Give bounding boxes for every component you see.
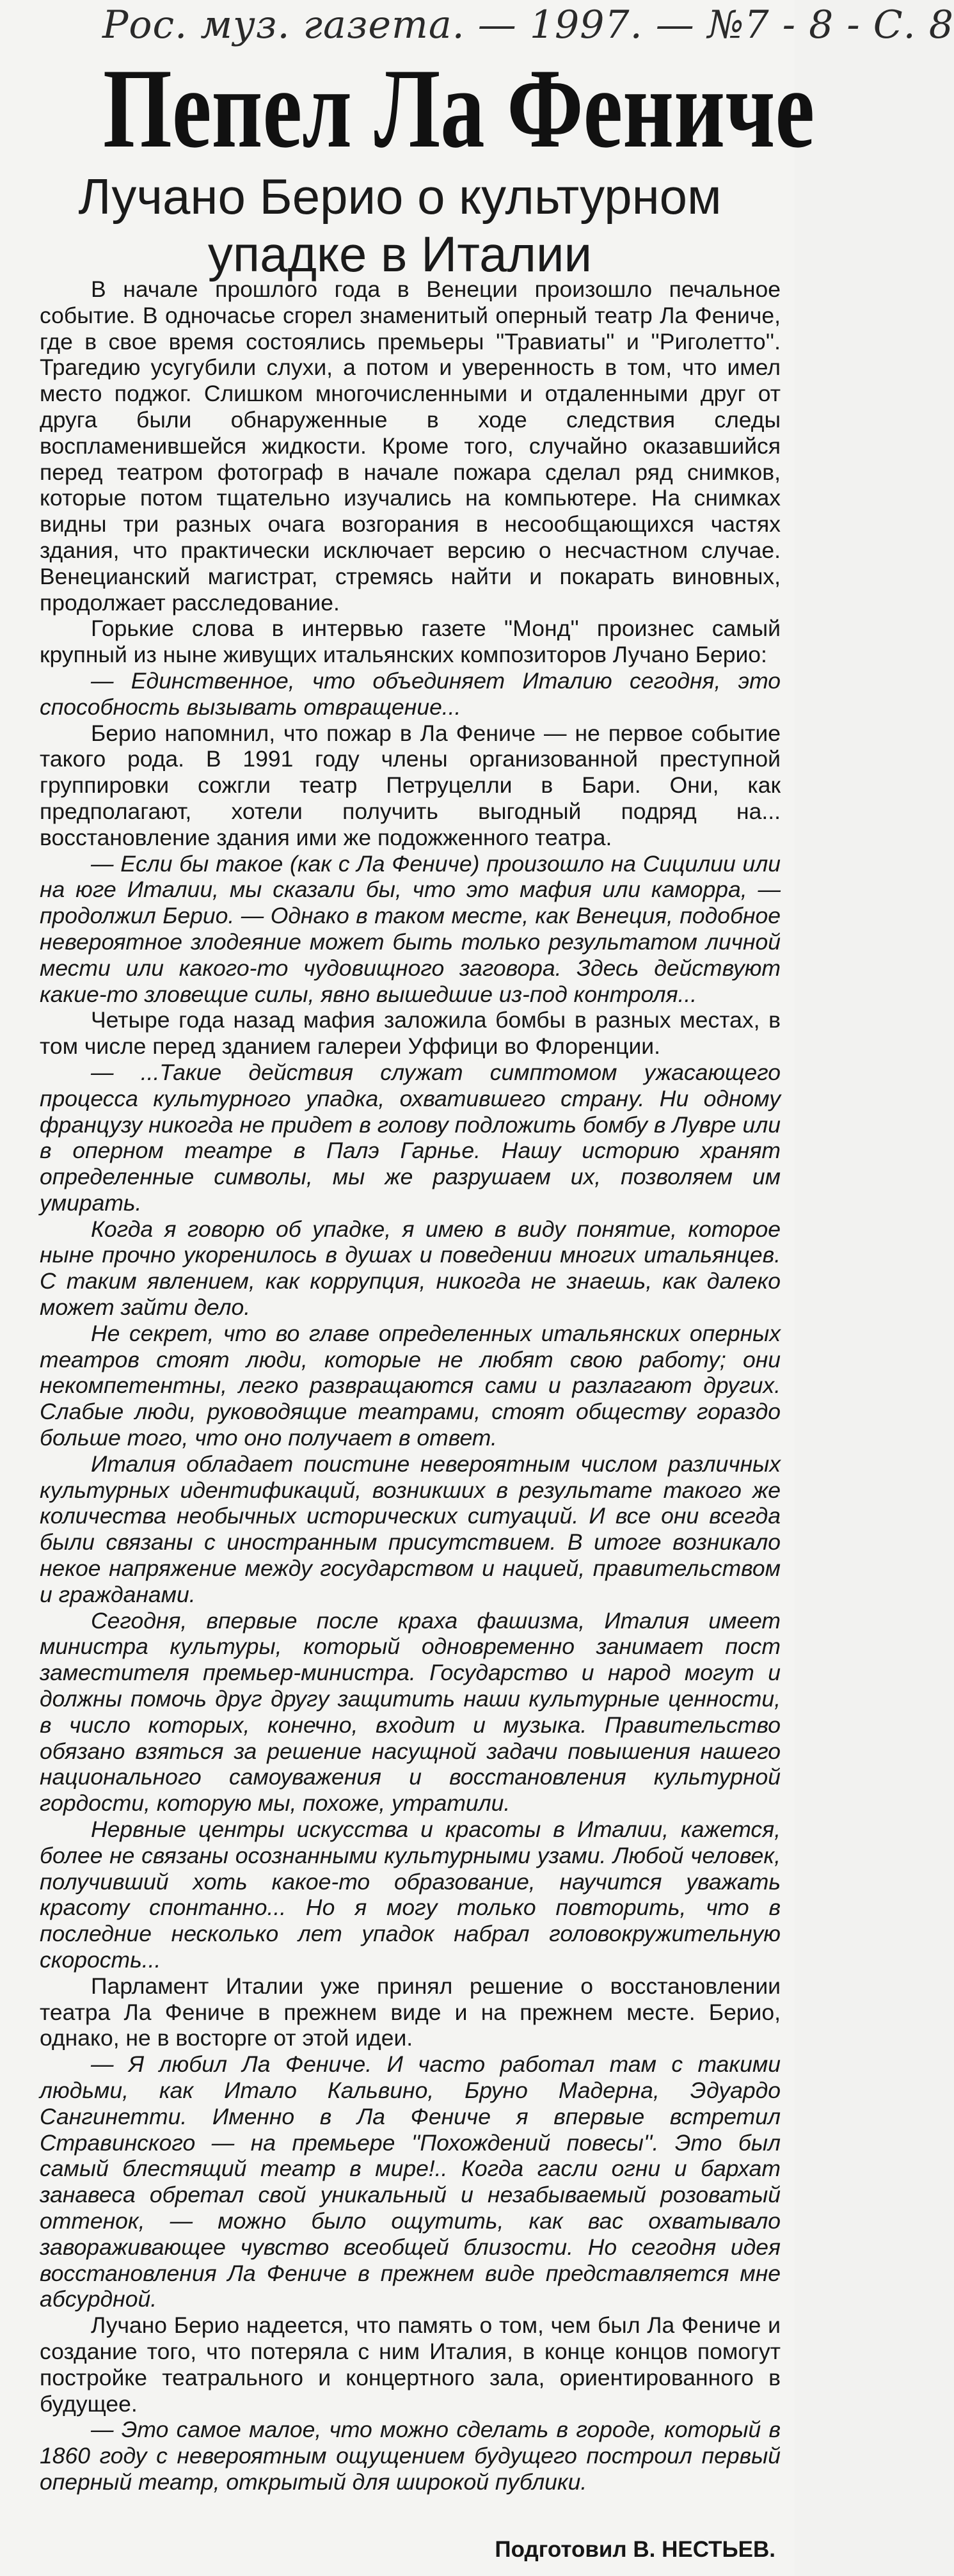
article-paragraph: — Если бы такое (как с Ла Фениче) произошло на Сицилии или на юге Италии, мы сказали бы, что это мафия или каморра, — продолжил Берио. — Однако в таком месте, как Венеция, подобное невероятное злодеяние может быть только результатом личной мести или какого-то чудовищного заговора. Здесь действуют какие-то зловещие силы, явно вышедшие из-под контроля... [40, 850, 781, 1007]
article-paragraph: Берио напомнил, что пожар в Ла Фениче — не первое событие такого рода. В 1991 году члены организованной преступной группировки сожгли театр Петруцелли в Бари. Они, как предполагают, хотели получить выгодный подряд на... восстановление здания ими же подожженного театра. [40, 720, 781, 850]
article-paragraph: Парламент Италии уже принял решение о восстановлении театра Ла Фениче в прежнем виде и на прежнем месте. Берио, однако, не в восторге от этой идеи. [40, 1973, 781, 2051]
article-headline: Пепел Ла Фениче [102, 45, 815, 171]
article-paragraph: Четыре года назад мафия заложила бомбы в разных местах, в том числе перед зданием галереи Уффици во Флоренции. [40, 1007, 781, 1060]
article-paragraph: Горькие слова в интервью газете ''Монд'' произнес самый крупный из ныне живущих итальянских композиторов Лучано Берио: [40, 616, 781, 668]
article-paragraph: Сегодня, впервые после краха фашизма, Италия имеет министра культуры, который одновременно занимает пост заместителя премьер-министра. Государство и народ могут и должны помочь друг другу защитить наши культурные ценности, в число которых, конечно, входит и музыка. Правительство обязано взяться за решение насущной задачи повышения нашего национального самоуважения и восстановления культурной гордости, которую мы, похоже, утратили. [40, 1607, 781, 1817]
article-paragraph: — Это самое малое, что можно сделать в городе, который в 1860 году с невероятным ощущением будущего построил первый оперный театр, открытый для широкой публики. [40, 2417, 781, 2495]
article-paragraph: Нервные центры искусства и красоты в Италии, кажется, более не связаны осознанными культурными узами. Любой человек, получивший хоть какое-то образование, научится уважать красоту спонтанно... Но я могу только повторить, что в последние несколько лет упадок набрал головокружительную скорость... [40, 1817, 781, 1973]
article-paragraph: Лучано Берио надеется, что память о том, чем был Ла Фениче и создание того, что потеряла с ним Италия, в конце концов помогут постройке театрального и концертного зала, ориентированного в будущее. [40, 2312, 781, 2417]
handwritten-source-note: Рос. муз. газета. — 1997. — №7 - 8 - С. 8 [102, 3, 954, 47]
article-subheadline: Лучано Берио о культурном упадке в Италии [78, 168, 722, 282]
article-paragraph: Когда я говорю об упадке, я имею в виду понятие, которое ныне прочно укоренилось в душах и поведении многих итальянцев. С таким явлением, как коррупция, никогда не знаешь, как далеко может зайти дело. [40, 1216, 781, 1321]
article-paragraph: — ...Такие действия служат симптомом ужасающего процесса культурного упадка, охватившего страну. Ни одному французу никогда не придет в голову подложить бомбу в Лувре или в оперном театре в Палэ Гарнье. Нашу историю хранят определенные символы, мы же разрушаем их, позволяем им умирать. [40, 1059, 781, 1216]
article-body [40, 276, 781, 2529]
article-paragraph: Италия обладает поистине невероятным числом различных культурных идентификаций, возникших в результате такого же количества необычных исторических ситуаций. И все они всегда были связаны с иностранным присутствием. В итоге возникало некое напряжение между государством и нацией, правительством и гражданами. [40, 1451, 781, 1607]
article-paragraph: Не секрет, что во главе определенных итальянских оперных театров стоят люди, которые не любят свою работу; они некомпетентны, легко развращаются сами и разлагают других. Слабые люди, руководящие театрами, стоят обществу гораздо больше того, что оно получает в ответ. [40, 1320, 781, 1451]
article-signature: Подготовил В. НЕСТЬЕВ. [495, 2537, 775, 2562]
article-paragraph: — Единственное, что объединяет Италию сегодня, это способность вызывать отвращение... [40, 667, 781, 720]
article-paragraph: — Я любил Ла Фениче. И часто работал там с такими людьми, как Итало Кальвино, Бруно Мадерна, Эдуардо Сангинетти. Именно в Ла Фениче я впервые встретил Стравинского — на премьере ''Похождений повесы''. Это был самый блестящий театр в мире!.. Когда гасли огни и бархат занавеса обретал свой уникальный и незабываемый розоватый оттенок, — можно было ощутить, как вас охватывало завораживающее чувство всеобщей близости. Но сегодня идея восстановления Ла Фениче в прежнем виде представляется мне абсурдной. [40, 2051, 781, 2312]
article-paragraph: В начале прошлого года в Венеции произошло печальное событие. В одночасье сгорел знаменитый оперный театр Ла Фениче, где в свое время состоялись премьеры ''Травиаты'' и ''Риголетто''. Трагедию усугубили слухи, а потом и уверенность в том, что имел место поджог. Слишком многочисленными и отдаленными друг от друга были обнаруженные в ходе следствия следы воспламенившейся жидкости. Кроме того, случайно оказавшийся перед театром фотограф в начале пожара сделал ряд снимков, которые потом тщательно изучались на компьютере. На снимках видны три разных очага возгорания в несообщающихся частях здания, что практически исключает версию о несчастном случае. Венецианский магистрат, стремясь найти и покарать виновных, продолжает расследование. [40, 276, 781, 616]
